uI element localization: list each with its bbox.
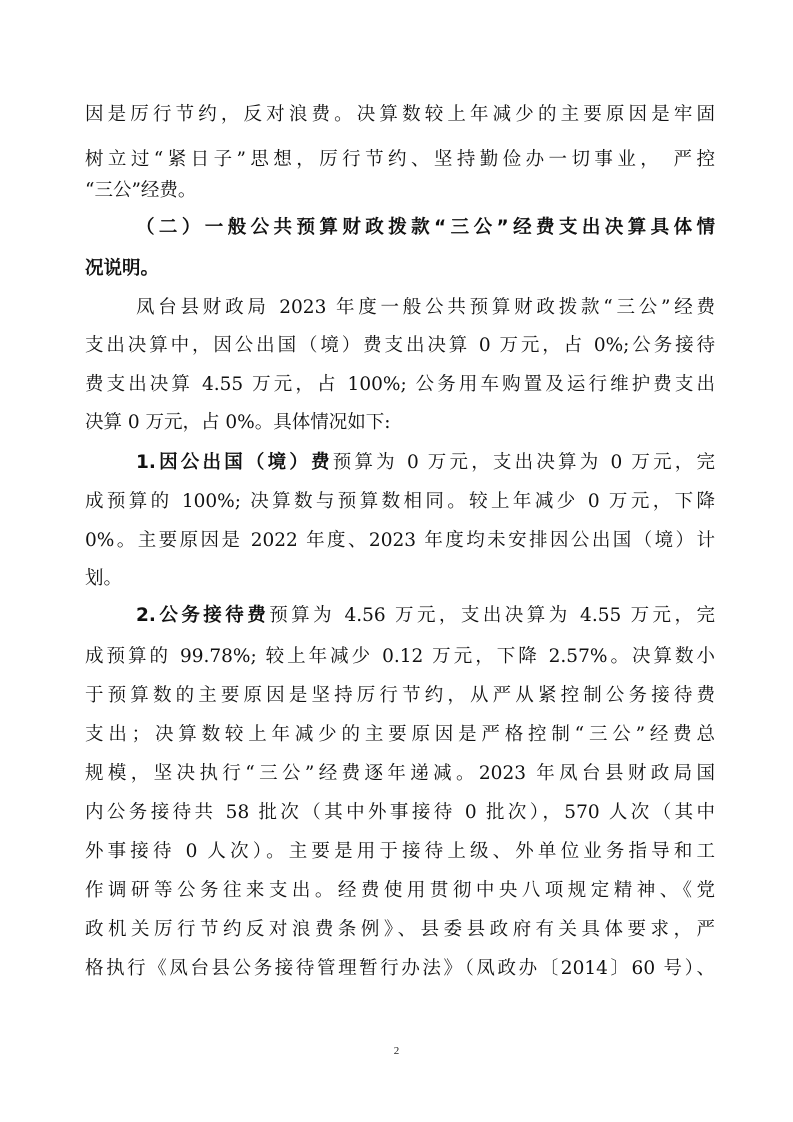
- paragraph-line: [85, 144, 715, 176]
- line-text: 凤台县财政局 2023 年度一般公共预算财政拨款“三公”经费: [136, 297, 715, 318]
- paragraph-line: [85, 680, 715, 712]
- line-text: 预算为 0 万元，支出决算为 0 万元，完: [332, 452, 715, 473]
- paragraph-line: [85, 758, 715, 790]
- paragraph-line: [85, 407, 715, 439]
- paragraph-line: [85, 836, 715, 868]
- section-heading: [85, 253, 715, 285]
- section-heading: [136, 212, 715, 244]
- line-text: 政机关厉行节约反对浪费条例》、县委县政府有关具体要求，严: [85, 919, 715, 940]
- paragraph-line: [136, 292, 715, 324]
- line-text: 作调研等公务往来支出。经费使用贯彻中央八项规定精神、《党: [85, 880, 715, 901]
- line-text: 内公务接待共 58 批次（其中外事接待 0 批次），570 人次（其中: [85, 802, 715, 823]
- line-text: 费支出决算 4.55 万元，占 100%; 公务用车购置及运行维护费支出: [85, 374, 715, 395]
- line-text: 预算为 4.56 万元，支出决算为 4.55 万元，完: [269, 605, 715, 626]
- paragraph-line: [85, 563, 715, 595]
- paragraph-line: [85, 330, 715, 362]
- line-text: 树立过“紧日子”思想，厉行节约、坚持勤俭办一切事业， 严控: [85, 149, 715, 170]
- item-heading: 2.公务接待费: [136, 605, 270, 626]
- paragraph-line: [85, 641, 715, 673]
- paragraph-line: [85, 369, 715, 401]
- paragraph-line: [85, 99, 715, 131]
- line-text: 支出；决算数较上年减少的主要原因是严格控制“三公”经费总: [85, 724, 715, 745]
- paragraph-line: [85, 719, 715, 751]
- paragraph-line: [85, 175, 715, 207]
- paragraph-line: [85, 875, 715, 907]
- paragraph-line: [85, 525, 715, 557]
- line-text: 0%。主要原因是 2022 年度、2023 年度均未安排因公出国（境）计: [85, 530, 715, 551]
- line-text: 因是厉行节约，反对浪费。决算数较上年减少的主要原因是牢固: [85, 104, 715, 125]
- line-text: “三公”经费。: [85, 180, 197, 201]
- line-text: 格执行《凤台县公务接待管理暂行办法》（凤政办〔2014〕60 号）、: [85, 958, 715, 979]
- paragraph-line: [85, 486, 715, 518]
- line-text: 外事接待 0 人次）。主要是用于接待上级、外单位业务指导和工: [85, 841, 715, 862]
- paragraph-line: [136, 447, 715, 479]
- line-text: 成预算的 99.78%; 较上年减少 0.12 万元，下降 2.57%。决算数小: [85, 646, 715, 667]
- heading-text: 况说明。: [85, 258, 160, 279]
- page-number: 2: [393, 1045, 400, 1057]
- line-text: 成预算的 100%; 决算数与预算数相同。较上年减少 0 万元，下降: [85, 491, 715, 512]
- line-text: 划。: [85, 568, 123, 589]
- line-text: 决算 0 万元，占 0%。具体情况如下:: [85, 412, 391, 433]
- line-text: 支出决算中，因公出国（境）费支出决算 0 万元，占 0%;公务接待: [85, 335, 715, 356]
- paragraph-line: [136, 600, 715, 632]
- paragraph-line: [85, 797, 715, 829]
- paragraph-line: [85, 914, 715, 946]
- line-text: 于预算数的主要原因是坚持厉行节约，从严从紧控制公务接待费: [85, 685, 715, 706]
- line-text: 规模，坚决执行“三公”经费逐年递减。2023 年凤台县财政局国: [85, 763, 715, 784]
- paragraph-line: [85, 953, 715, 985]
- item-heading: 1.因公出国（境）费: [136, 452, 333, 473]
- heading-text: （二）一般公共预算财政拨款“三公”经费支出决算具体情: [136, 217, 715, 238]
